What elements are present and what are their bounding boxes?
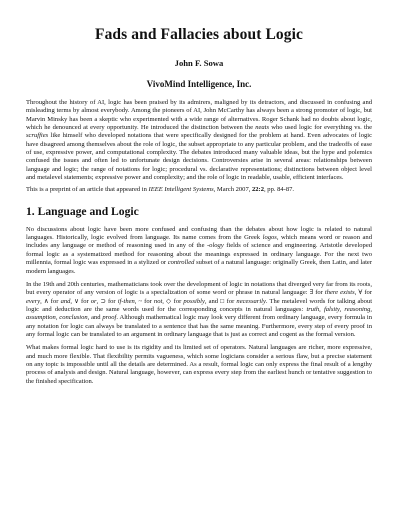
- body-paragraph: No discussions about logic have been more confused and confusing than the debates about how logic is related to natural languages. Historically, logic evolved from language. Its name comes from the Greek logos, which means word or reason and includes any language or method of reasoning used in any of the -ology fields of science and engineering. Aristotle developed formal logic as a systematized method for reasoning about the meanings expressed in ordinary language. For the next two millennia, formal logic was expressed in a stylized or controlled subset of a natural language: originally Greek, then Latin, and later modern languages.: [26, 225, 372, 275]
- paper-title: Fads and Fallacies about Logic: [95, 26, 303, 43]
- section-heading: 1. Language and Logic: [26, 204, 139, 218]
- author-name: John F. Sowa: [174, 58, 224, 68]
- preprint-note: This is a preprint of an article that appeared in IEEE Intelligent Systems, March 2007, 22:2, pp. 84-87.: [26, 186, 295, 194]
- author-affiliation: VivoMind Intelligence, Inc.: [146, 79, 252, 89]
- body-paragraph: What makes formal logic hard to use is its rigidity and its limited set of operators. Natural languages are richer, more expressive, and much more flexible. That flexibility permits vagueness, which some logicians consider a serious flaw, but a precise statement on any topic is impossible until all the details are determined. As a result, formal logic can only express the final result of a lengthy process of analysis and design. Natural language, however, can express every step from the earliest hunch or tentative suggestion to the finished specification.: [26, 344, 372, 385]
- body-paragraph: In the 19th and 20th centuries, mathematicians took over the development of logic in notations that diverged very far from its roots, but every operator of any version of logic is a specialization of some word or phrase in natural language: ∃ for there exists, ∀ for every, ∧ for and, ∨ for or, ⊃ for if-then, ~ for not, ◇ for possibly, and □ for necessarily. The metalevel words for talking about logic and deduction are the same words used for the corresponding concepts in natural languages: truth, falsity, reasoning, assumption, conclusion, and proof. Although mathematical logic may look very different from ordinary language, every formula in any notation for logic can always be translated to a sentence that has the same meaning. Furthermore, every step of every proof in any formal logic can be translated to an argument in ordinary language that is just as correct and cogent as the formal version.: [26, 280, 373, 338]
- abstract-paragraph: Throughout the history of AI, logic has been praised by its admirers, maligned by its detractors, and discussed in confusing and misleading terms by almost everybody. Among the pioneers of AI, John McCarthy has always been a strong promoter of logic, but Marvin Minsky has been a skeptic who experimented with a wide range of alternatives. Roger Schank had no doubts about logic, which he denounced at every opportunity. He introduced the distinction between the neats who used logic for everything vs. the scruffies like himself who developed notations that were specifically designed for the problem at hand. Even advocates of logic have disagreed among themselves about the role of logic, the subset appropriate to any particular problem, and the tradeoffs of ease of use, expressive power, and computational complexity. The debates introduced many valuable ideas, but the hype and polemics confused the issues and often led to unfortunate design decisions. Controversies arise in several areas: relationships between language and logic; the range of notations for logic; procedural vs. declarative representations; distinctions between object level and metalevel statements; expressive power and complexity; and the role of logic in readable, usable, efficient interfaces.: [26, 99, 372, 182]
